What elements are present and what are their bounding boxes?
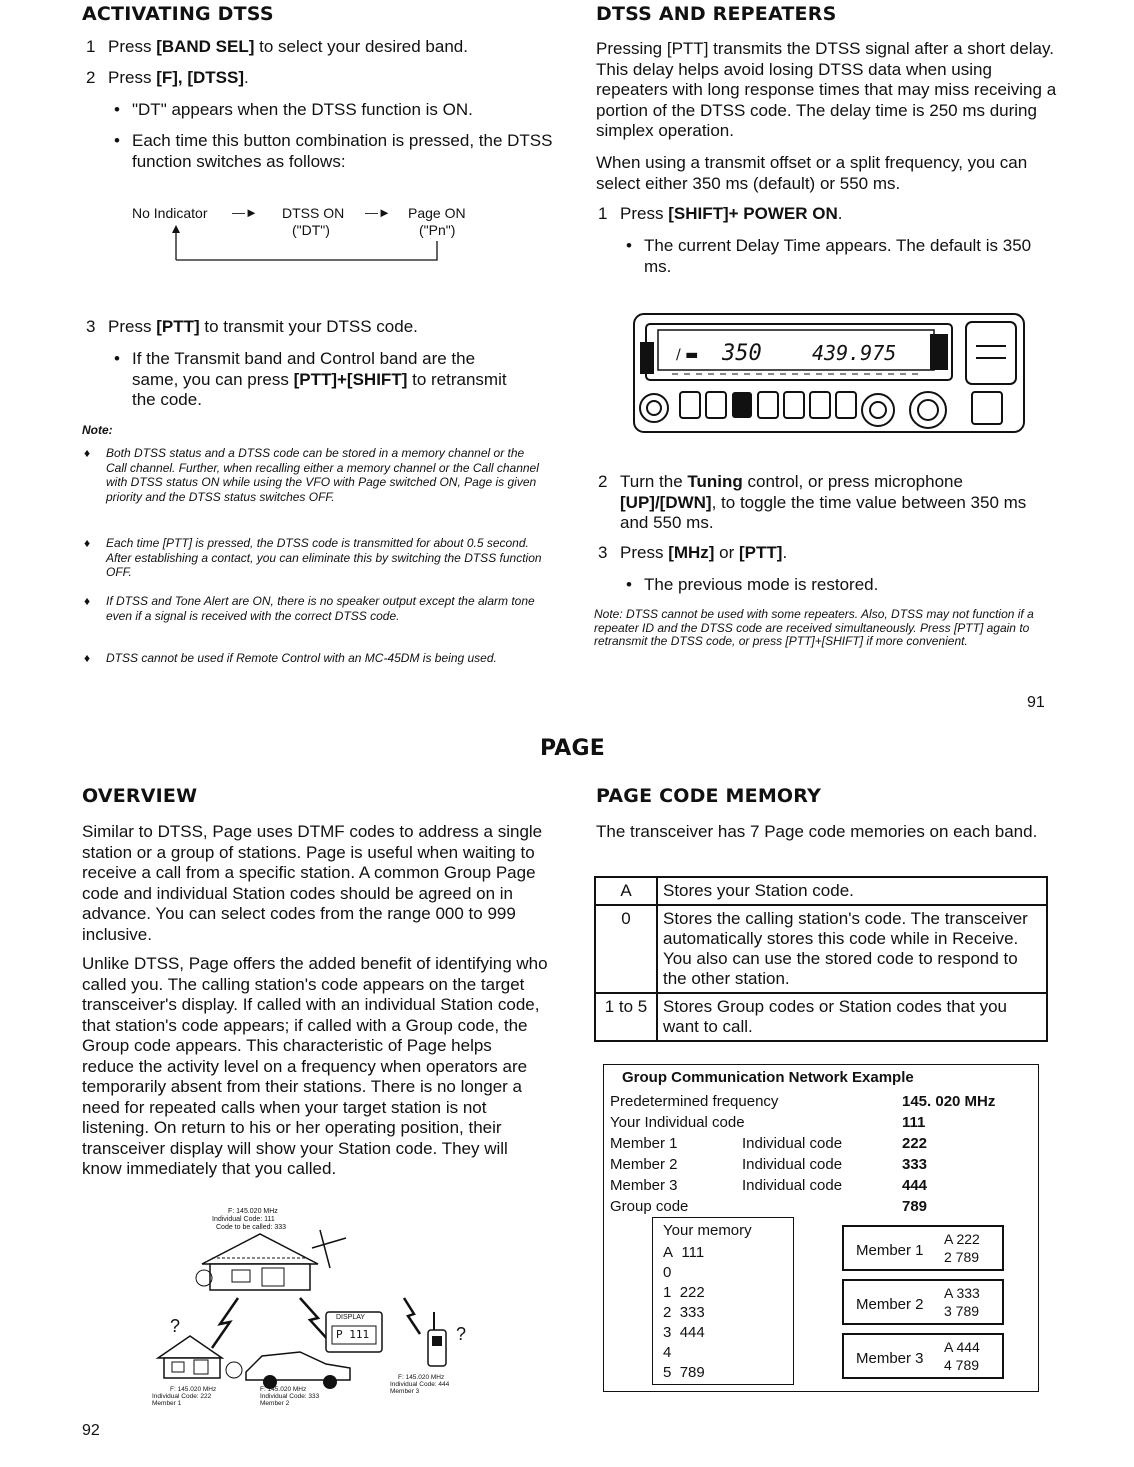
group-network-example: Group Communication Network Example Predetermined frequency 145. 020 MHz Your Individual code 111 Member 1 Individual code 222 Member 2 Individual code 333 Member 3 Individual code 444 Group code 789 Your memory A 111 0 1 222 2 333 3 444 4 5 789 Member 1 A 222 2 789 Member 2 A 333 3 789 Member 3 A 444 4 789 — [603, 1064, 1039, 1392]
cycle-no-indicator: No Indicator — [132, 205, 208, 221]
heading-dtss-and-repeaters: DTSS AND REPEATERS — [596, 3, 837, 25]
display-frequency-value: 439.975 — [812, 341, 897, 365]
display-delay-value: 350 — [722, 341, 762, 366]
diamond-bullet-icon: ♦ — [84, 446, 91, 460]
para-overview-2: Unlike DTSS, Page offers the added benefit of identifying who called you. The calling station's code appears on the target transceiver's display. If called with an individual Station code, that station's code appears; if called with a Group code, the Group code appears. This characteristic of Page helps reduce the activity level on a frequency when operators are temporarily absent from their stations. There is no longer a need for repeated calls when your target station is not listening. On return to his or her operating position, their transceiver display will show your Station code. They will know immediately that you called. — [82, 954, 548, 1178]
list-item: 2 333 — [663, 1304, 705, 1321]
key-up-dwn: [UP]/[DWN] — [620, 492, 712, 512]
key-shift-power-on: [SHIFT]+ POWER ON — [668, 204, 838, 223]
list-item: 1 222 — [663, 1284, 705, 1301]
list-item: 5 789 — [663, 1364, 705, 1381]
diamond-bullet-icon: ♦ — [84, 536, 91, 550]
cycle-dtss-on-sub: ("DT") — [292, 222, 330, 238]
page-number-91: 91 — [1027, 694, 1045, 711]
note-repeaters: Note: DTSS cannot be used with some repeaters. Also, DTSS may not function if a repeater ID and the DTSS code are received simultaneously. Press [PTT] again to retransmit the DTSS code, or press [PTT]+[SHIFT] if more convenient. — [594, 607, 1034, 648]
key-ptt: [PTT] — [739, 543, 783, 562]
question-mark-icon: ? — [456, 1324, 467, 1344]
page-network-illustration: F: 145.020 MHz Individual Code: 111 Code to be called: 333 DISPLAY P 111 ? ? F: 145.020 MHz Individual Code: 222 Member 1 F: 145.020 MHz Individual Code: 333 Member 2 F: 145.020 MHz Individual Code: 444 Member 3 — [152, 1208, 467, 1407]
list-item: A 111 — [663, 1244, 705, 1261]
cycle-page-on-sub: ("Pn") — [419, 222, 456, 238]
heading-activating-dtss: ACTIVATING DTSS — [82, 3, 274, 25]
cycle-page-on: Page ON — [408, 205, 466, 221]
para-page-code-intro: The transceiver has 7 Page code memories on each band. — [596, 822, 1038, 841]
key-ptt-shift: [PTT]+[SHIFT] — [293, 369, 408, 389]
svg-text:/ ▬: / ▬ — [676, 347, 699, 363]
member-2-box: Member 2 A 333 3 789 — [842, 1279, 1004, 1325]
dtss-cycle-diagram — [132, 205, 492, 265]
your-memory-box: Your memory A 111 0 1 222 2 333 3 444 4 5 789 — [652, 1217, 794, 1385]
arrow-right-icon: —► — [232, 205, 258, 220]
heading-page-code-memory: PAGE CODE MEMORY — [596, 785, 822, 807]
key-f-dtss: [F], [DTSS] — [156, 68, 245, 87]
key-band-sel: [BAND SEL] — [156, 37, 255, 56]
diamond-bullet-icon: ♦ — [84, 594, 91, 608]
question-mark-icon: ? — [170, 1316, 181, 1336]
table-row: A Stores your Station code. — [595, 877, 1047, 905]
note-label: Note: — [82, 423, 113, 437]
page-code-table — [594, 876, 1048, 1042]
page-number-92: 92 — [82, 1422, 100, 1439]
display-page-value: P 111 — [336, 1328, 370, 1341]
arrow-right-icon: —► — [365, 205, 391, 220]
cycle-return-arrow-icon — [132, 205, 492, 265]
cycle-dtss-on: DTSS ON — [282, 205, 345, 221]
heading-overview: OVERVIEW — [82, 785, 198, 807]
list-item: 3 444 — [663, 1324, 705, 1341]
key-ptt: [PTT] — [156, 317, 200, 336]
para-overview-1: Similar to DTSS, Page uses DTMF codes to address a single station or a group of stations. Page is useful when waiting to receive a call from a specific station. A common Group Page code and individual Station codes should be agreed on in advance. You can select codes from the range 000 to 999 inclusive. — [82, 822, 543, 944]
table-row: 1 to 5 Stores Group codes or Station codes that you want to call. — [595, 993, 1047, 1041]
list-item: 4 — [663, 1344, 672, 1361]
diamond-bullet-icon: ♦ — [84, 651, 91, 665]
para-transmit-offset: When using a transmit offset or a split frequency, you can select either 350 ms (default) or 550 ms. — [596, 153, 1028, 193]
key-mhz: [MHz] — [668, 543, 715, 562]
transceiver-front-panel — [632, 312, 1027, 436]
key-tuning: Tuning — [687, 472, 743, 491]
member-3-box: Member 3 A 444 4 789 — [842, 1333, 1004, 1379]
table-row: 0 Stores the calling station's code. The transceiver automatically stores this code while in Receive. You also can use the stored code to respond to the other station. — [595, 905, 1047, 993]
member-1-box: Member 1 A 222 2 789 — [842, 1225, 1004, 1271]
page-title: PAGE — [540, 736, 606, 761]
list-item: 0 — [663, 1264, 672, 1281]
example-title: Group Communication Network Example — [622, 1069, 914, 1086]
para-dtss-delay: Pressing [PTT] transmits the DTSS signal after a short delay. This delay helps avoid losing DTSS data when using repeaters with long response times that may miss receiving a portion of the DTSS code. The delay time is 250 ms during simplex operation. — [596, 39, 1057, 140]
